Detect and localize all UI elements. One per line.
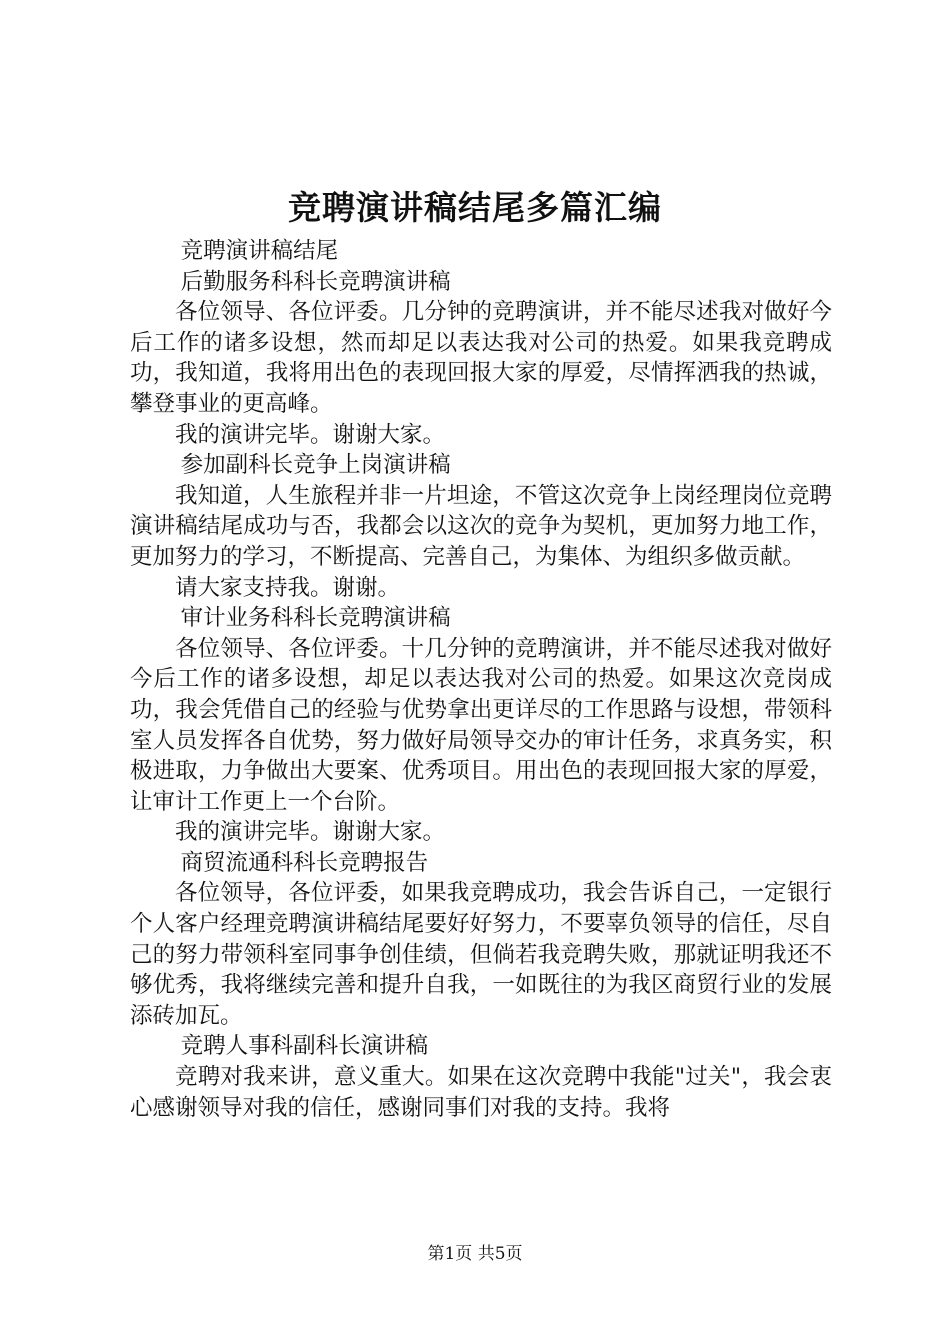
document-title: 竞聘演讲稿结尾多篇汇编	[288, 188, 662, 227]
paragraph: 各位领导、各位评委。十几分钟的竞聘演讲，并不能尽述我对做好今后工作的诸多设想，却足以表达我对公司的热爱。如果这次竞岗成功，我会凭借自己的经验与优势拿出更详尽的工作思路与设想，带领科室人员发挥各自优势，努力做好局领导交办的审计任务，求真务实，积极进取，力争做出大要案、优秀项目。用出色的表现回报大家的厚爱，让审计工作更上一个台阶。	[130, 635, 832, 815]
paragraph: 竞聘演讲稿结尾	[180, 238, 339, 264]
page-footer: 第1页 共5页	[427, 1244, 523, 1264]
document-body	[130, 236, 832, 1123]
section-heading: 商贸流通科科长竞聘报告	[180, 849, 429, 876]
section-heading: 参加副科长竞争上岗演讲稿	[180, 452, 451, 479]
paragraph: 我知道，人生旅程并非一片坦途，不管这次竞争上岗经理岗位竞聘演讲稿结尾成功与否，我都会以这次的竞争为契机，更加努力地工作，更加努力的学习，不断提高、完善自己，为集体、为组织多做贡献。	[130, 482, 832, 570]
paragraph: 各位领导、各位评委。几分钟的竞聘演讲，并不能尽述我对做好今后工作的诸多设想，然而却足以表达我对公司的热爱。如果我竞聘成功，我知道，我将用出色的表现回报大家的厚爱，尽情挥洒我的热诚，攀登事业的更高峰。	[130, 299, 832, 417]
paragraph: 竞聘对我来讲，意义重大。如果在这次竞聘中我能"过关"，我会衷心感谢领导对我的信任，感谢同事们对我的支持。我将	[130, 1064, 832, 1121]
paragraph: 请大家支持我。谢谢。	[175, 574, 401, 601]
paragraph: 我的演讲完毕。谢谢大家。	[175, 819, 446, 846]
section-heading: 审计业务科科长竞聘演讲稿	[180, 605, 451, 632]
paragraph: 各位领导，各位评委，如果我竞聘成功，我会告诉自己，一定银行个人客户经理竞聘演讲稿结尾要好好努力，不要辜负领导的信任，尽自己的努力带领科室同事争创佳绩，但倘若我竞聘失败，那就证明我还不够优秀，我将继续完善和提升自我，一如既往的为我区商贸行业的发展添砖加瓦。	[130, 880, 832, 1029]
paragraph: 我的演讲完毕。谢谢大家。	[175, 421, 446, 448]
section-heading: 竞聘人事科副科长演讲稿	[180, 1033, 429, 1060]
section-heading: 后勤服务科科长竞聘演讲稿	[180, 268, 451, 295]
